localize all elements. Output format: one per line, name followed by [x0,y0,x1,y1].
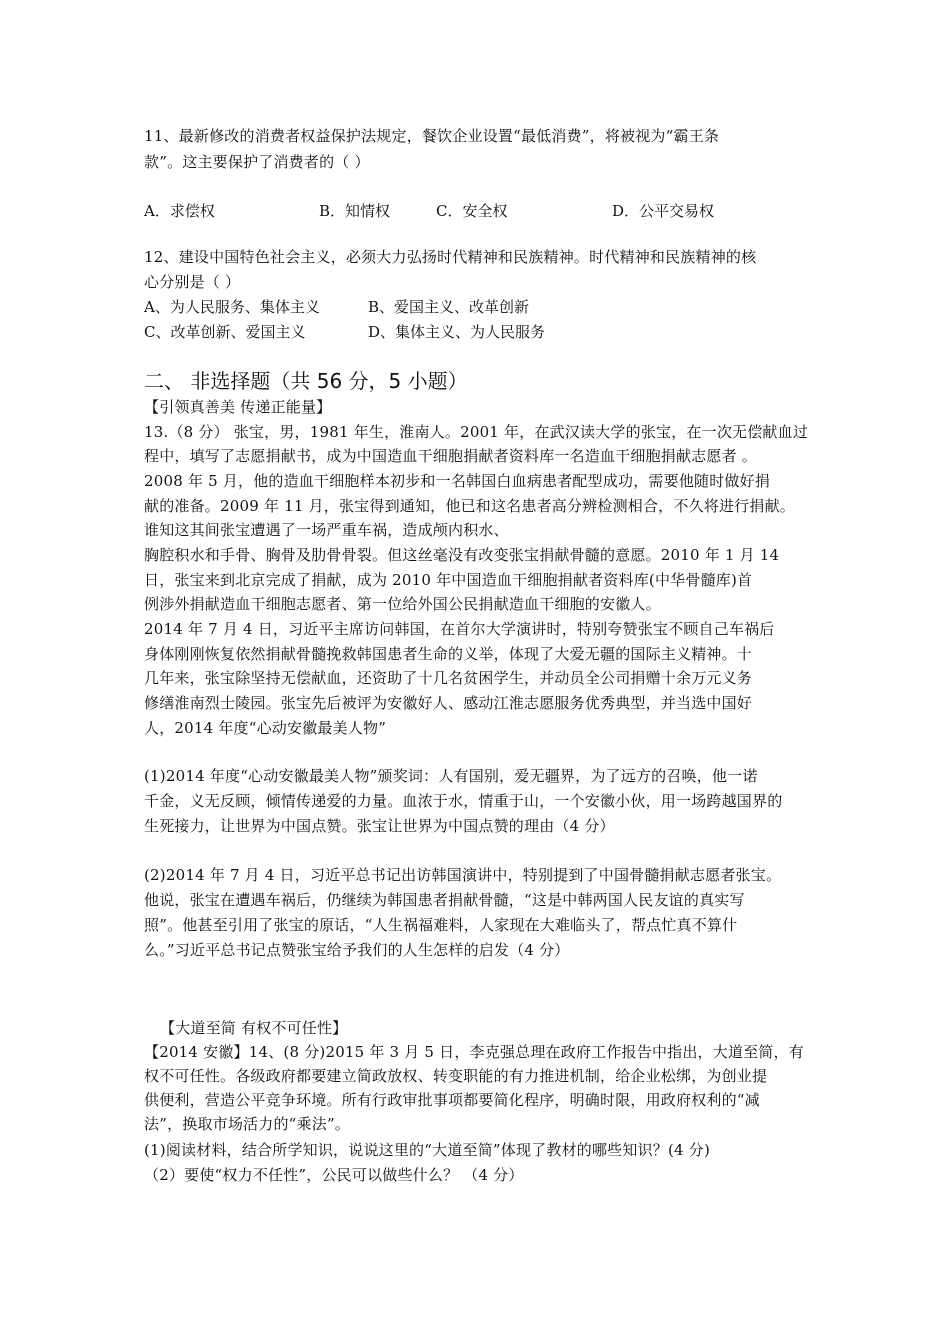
q13-material-line: 修缮淮南烈士陵园。张宝先后被评为安徽好人、感动江淮志愿服务优秀典型，并当选中国好 [144,694,753,712]
q11-stem-line-1: 11、最新修改的消费者权益保护法规定，餐饮企业设置“最低消费”，将被视为“霸王条 [144,127,720,145]
q13-part2-line: 他说，张宝在遭遇车祸后，仍继续为韩国患者捐献骨髓，“这是中韩两国人民友谊的真实写 [144,891,745,909]
q13-part2-line: (2)2014 年 7 月 4 日，习近平总书记出访韩国演讲中，特别提到了中国骨髓捐献志愿者张宝。 [144,866,782,884]
q12-stem-line-2: 心分别是（ ） [144,273,241,291]
q14-material-line: 供便利，营造公平竞争环境。所有行政审批事项都要简化程序，明确时限，用政府权利的“减 [144,1091,760,1109]
q13-material-line: 身体刚刚恢复依然捐献骨髓挽救韩国患者生命的义举，体现了大爱无疆的国际主义精神。十 [144,645,753,663]
q11-option-b: B．知情权 [319,202,391,220]
q11-option-d: D．公平交易权 [612,202,715,220]
q11-stem-line-2: 款”。这主要保护了消费者的（ ） [144,153,370,171]
q13-part1-line: (1)2014 年度“心动安徽最美人物”颁奖词：人有国别，爱无疆界，为了远方的召唤，他一诺 [144,767,758,785]
q13-part2-line: 照”。他甚至引用了张宝的原话，“人生祸福难料，人家现在大难临头了，帮点忙真不算什 [144,916,738,934]
q13-material-line: 程中，填写了志愿捐献书，成为中国造血干细胞捐献者资料库一名造血干细胞捐献志愿者 。 [144,447,757,465]
q13-material-line: 例涉外捐献造血干细胞志愿者、第一位给外国公民捐献造血干细胞的安徽人。 [144,595,661,613]
q13-part1-line: 生死接力，让世界为中国点赞。张宝让世界为中国点赞的理由（4 分） [144,817,615,835]
q12-option-c: C、改革创新、爱国主义 [144,323,306,341]
q13-part1-line: 千金，义无反顾，倾情传递爱的力量。血浓于水，情重于山，一个安徽小伙，用一场跨越国界的 [144,792,783,810]
q13-material-line: 谁知这其间张宝遭遇了一场严重车祸，造成颅内积水、 [144,521,509,539]
q11-option-a: A．求偿权 [144,202,215,220]
section-2-title: 二、 非选择题（共 56 分，5 小题） [144,369,468,393]
q14-material-line: 【2014 安徽】14、(8 分)2015 年 3 月 5 日，李克强总理在政府工作报告中指出，大道至简，有 [144,1043,804,1061]
section-2-subtitle: 【引领真善美 传递正能量】 [144,398,332,416]
q13-material-line: 几年来，张宝除坚持无偿献血，还资助了十几名贫困学生，并动员全公司捐赠十余万元义务 [144,669,753,687]
q14-material-line: 法”，换取市场活力的“乘法”。 [144,1115,351,1133]
q13-material-line: 日，张宝来到北京完成了捐献，成为 2010 年中国造血干细胞捐献者资料库(中华骨髓库)首 [144,571,753,589]
q14-part2: （2）要使“权力不任性”，公民可以做些什么？ （4 分） [144,1166,524,1184]
q13-part2-line: 么。”习近平总书记点赞张宝给予我们的人生怎样的启发（4 分） [144,941,570,959]
q14-heading: 【大道至简 有权不可任性】 [160,1019,348,1037]
q12-stem-line-1: 12、建设中国特色社会主义，必须大力弘扬时代精神和民族精神。时代精神和民族精神的核 [144,248,757,266]
q13-material-line: 献的准备。2009 年 11 月，张宝得到通知，他已和这名患者高分辨检测相合，不久将进行捐献。 [144,497,795,515]
q13-material-line: 2014 年 7 月 4 日，习近平主席访问韩国，在首尔大学演讲时，特别夸赞张宝不顾自己车祸后 [144,620,775,638]
q12-option-d: D、集体主义、为人民服务 [368,323,546,341]
q14-material-line: 权不可任性。各级政府都要建立简政放权、转变职能的有力推进机制，给企业松绑，为创业提 [144,1067,768,1085]
q13-material-line: 人，2014 年度“心动安徽最美人物” [144,719,387,737]
q13-material-line: 13.（8 分） 张宝，男，1981 年生，淮南人。2001 年，在武汉读大学的张宝，在一次无偿献血过 [144,423,809,441]
q11-option-c: C．安全权 [436,202,508,220]
q12-option-b: B、爱国主义、改革创新 [368,298,530,316]
q12-option-a: A、为人民服务、集体主义 [144,298,320,316]
q14-part1: (1)阅读材料，结合所学知识，说说这里的“大道至简”体现了教材的哪些知识？(4 分) [144,1141,711,1159]
q13-material-line: 胸腔积水和手骨、胸骨及肋骨骨裂。但这丝毫没有改变张宝捐献骨髓的意愿。2010 年 1 月 14 [144,546,780,564]
q13-material-line: 2008 年 5 月，他的造血干细胞样本初步和一名韩国白血病患者配型成功，需要他随时做好捐 [144,472,771,490]
